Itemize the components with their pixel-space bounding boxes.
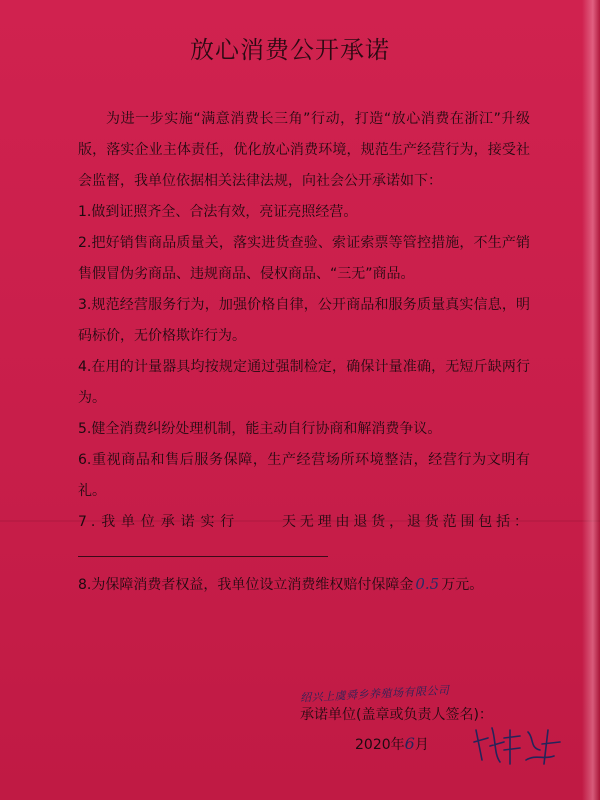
deposit-amount: 0.5 — [415, 575, 440, 593]
paper-edge — [582, 0, 600, 800]
handwritten-company-name: 绍兴上虞舜乡养殖场有限公司 — [299, 683, 450, 705]
commitment-item-7 — [78, 507, 530, 569]
date-suffix: 月 — [414, 737, 429, 753]
commitment-item-3: 3.规范经营服务行为，加强价格自律，公开商品和服务质量真实信息，明码标价，无价格欺诈行为。 — [78, 297, 530, 344]
sign-label: 承诺单位(盖章或负责人签名)： — [300, 707, 493, 723]
item-8-suffix: 万元。 — [441, 577, 484, 593]
handwritten-signature — [470, 720, 570, 770]
document-title: 放心消费公开承诺 — [190, 36, 390, 64]
commitment-item-2: 2.把好销售商品质量关，落实进货查验、索证索票等管控措施，不生产销售假冒伪劣商品、违规商品、侵权商品、“三无”商品。 — [78, 235, 530, 282]
commitment-item-1: 1.做到证照齐全、合法有效，亮证亮照经营。 — [78, 204, 358, 220]
return-scope-blank — [78, 538, 328, 557]
commitment-item-8 — [78, 569, 530, 601]
commitment-item-5: 5.健全消费纠纷处理机制，能主动自行协商和解消费争议。 — [78, 421, 442, 437]
document-body — [78, 104, 530, 601]
commitment-item-6: 6.重视商品和售后服务保障，生产经营场所环境整洁，经营行为文明有礼。 — [78, 452, 530, 499]
item-7-text: 7.我单位承诺实行 — [78, 514, 241, 530]
item-8-prefix: 8.为保障消费者权益，我单位设立消费维权赔付保障金 — [78, 577, 414, 593]
date-year: 2020年 — [355, 737, 405, 753]
item-7-gap-text: 天无理由退货，退货范围包括： — [280, 514, 531, 530]
intro-paragraph: 为进一步实施“满意消费长三角”行动，打造“放心消费在浙江”升级版，落实企业主体责任，优化放心消费环境，规范生产经营行为，接受社会监督，我单位依据相关法律法规，向社会公开承诺如下： — [78, 111, 530, 189]
date-month: 6 — [404, 734, 415, 753]
commitment-item-4: 4.在用的计量器具均按规定通过强制检定，确保计量准确，无短斤缺两行为。 — [78, 359, 530, 406]
date-line — [355, 734, 429, 754]
